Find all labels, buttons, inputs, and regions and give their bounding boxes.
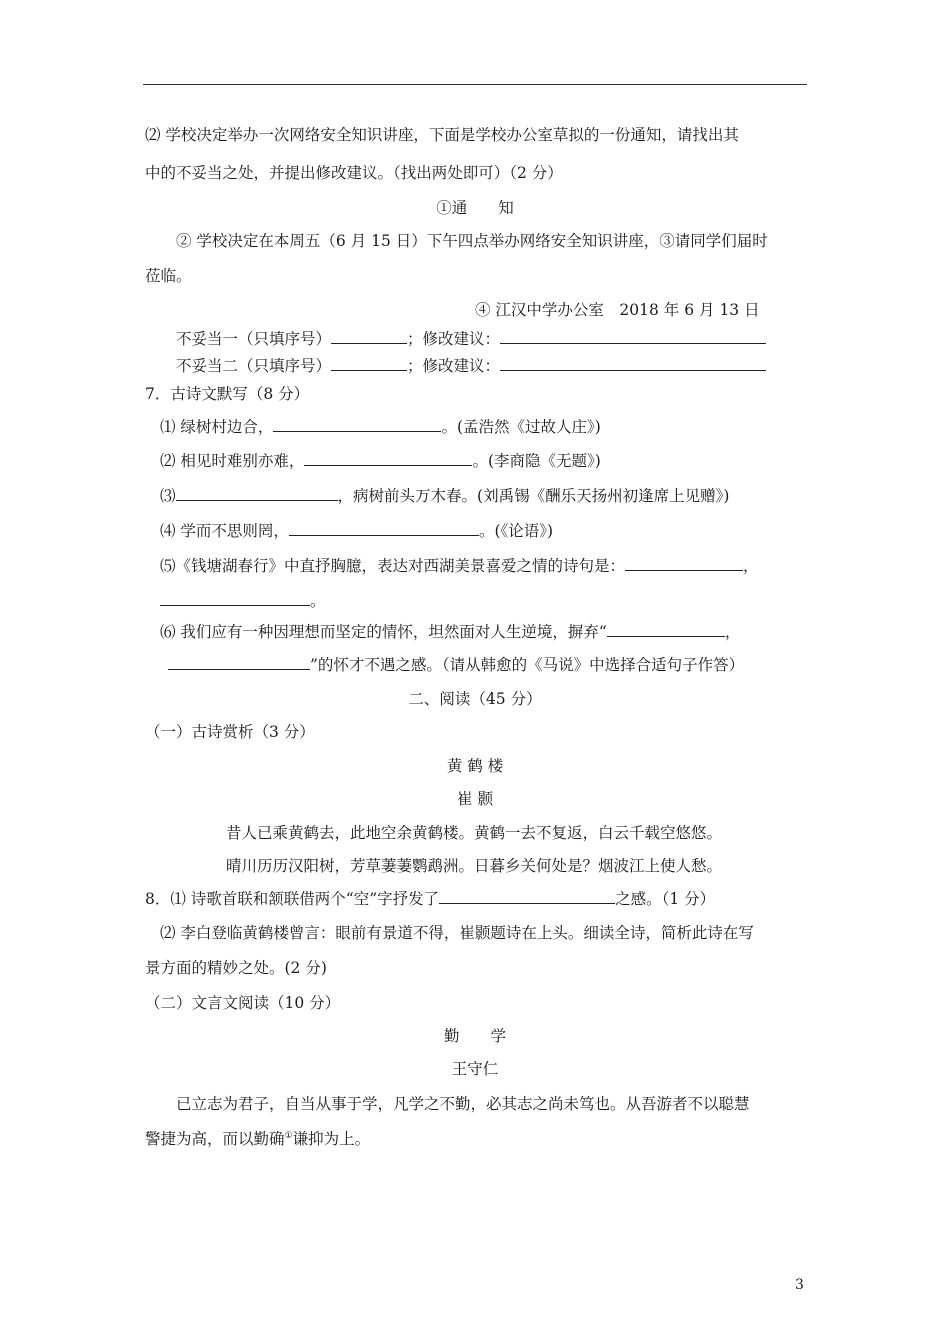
essay-line-2-suffix: 谦抑为上。 — [292, 1130, 371, 1148]
q7-item-3 — [160, 485, 729, 507]
essay-author: 王守仁 — [451, 1060, 499, 1078]
q7-4-blank[interactable] — [289, 521, 479, 536]
q7-5-prefix: ⑸《钱塘湖春行》中直抒胸臆，表达对西湖美景喜爱之情的诗句是： — [160, 557, 626, 575]
q6-2-text-line2: 中的不妥当之处，并提出修改建议。（找出两处即可）（2 分） — [145, 164, 563, 182]
essay-line-2-prefix: 警捷为高，而以勤确 — [145, 1130, 285, 1148]
q7-6-prefix: ⑹ 我们应有一种因理想而坚定的情怀，坦然面对人生逆境，摒弃“ — [160, 623, 607, 641]
q7-item-2 — [160, 450, 601, 472]
poem-line-2: 晴川历历汉阳树，芳草萋萋鹦鹉洲。日暮乡关何处是？烟波江上使人愁。 — [226, 857, 723, 875]
poem-title: 黄 鹤 楼 — [446, 757, 504, 775]
poem-author: 崔 颢 — [457, 790, 493, 808]
q8-1-blank[interactable] — [439, 889, 615, 904]
answer2-label: 不妥当二（只填序号） — [176, 357, 332, 375]
q7-6-suffix: ”的怀才不遇之感。（请从韩愈的《马说》中选择合适句子作答） — [310, 656, 745, 674]
q7-1-suffix: 。(孟浩然《过故人庄》) — [441, 418, 601, 436]
q7-3-blank[interactable] — [176, 486, 338, 501]
q8-1-suffix: 之感。（1 分） — [615, 890, 716, 908]
q8-2-line2: 景方面的精妙之处。(2 分) — [145, 959, 327, 977]
essay-line-1: 已立志为君子，自当从事于学，凡学之不勤，必其志之尚未笃也。从吾游者不以聪慧 — [176, 1095, 750, 1113]
q7-3-suffix: ，病树前头万木春。(刘禹锡《酬乐天扬州初逢席上见赠》) — [337, 487, 730, 505]
poem-line-1: 昔人已乘黄鹤去，此地空余黄鹤楼。黄鹤一去不复返，白云千载空悠悠。 — [226, 824, 723, 842]
q7-1-blank[interactable] — [273, 417, 441, 432]
essay-line-2 — [145, 1128, 370, 1150]
page-number: 3 — [795, 1277, 804, 1293]
answer-row-2 — [176, 355, 766, 377]
q7-item-4 — [160, 520, 553, 542]
answer-row-1 — [176, 328, 766, 350]
q8-1 — [145, 888, 715, 910]
q7-2-blank[interactable] — [304, 451, 472, 466]
header-rule — [143, 84, 807, 85]
q7-6-blank-a[interactable] — [607, 622, 725, 637]
notice-body-line2: 莅临。 — [145, 267, 192, 285]
q7-6-blank-b[interactable] — [168, 655, 310, 670]
q7-5-blank-a[interactable] — [625, 556, 743, 571]
essay-title: 勤 学 — [443, 1027, 506, 1045]
q7-5-comma: ， — [743, 557, 759, 575]
suggest1-blank[interactable] — [500, 329, 766, 344]
q8-1-prefix: 8．⑴ 诗歌首联和颔联借两个“空”字抒发了 — [145, 890, 440, 908]
section2-title: 二、阅读（45 分） — [408, 690, 542, 708]
part1-heading: （一）古诗赏析（3 分） — [145, 723, 315, 741]
notice-signature: ④ 江汉中学办公室 2018 年 6 月 13 日 — [475, 301, 760, 319]
q7-4-prefix: ⑷ 学而不思则罔， — [160, 522, 289, 540]
answer2-number-blank[interactable] — [331, 356, 407, 371]
q7-item-5-cont — [160, 590, 326, 612]
notice-title: ①通 知 — [436, 199, 514, 217]
q7-item-1 — [160, 416, 601, 438]
q7-4-suffix: 。(《论语》) — [478, 522, 554, 540]
q7-item-6-cont — [168, 654, 744, 676]
q7-6-comma: ， — [724, 623, 741, 641]
answer1-label: 不妥当一（只填序号） — [176, 330, 332, 348]
q8-2-line1: ⑵ 李白登临黄鹤楼曾言：眼前有景道不得，崔颢题诗在上头。细读全诗，简析此诗在写 — [160, 924, 754, 942]
q7-5-blank-b[interactable] — [160, 591, 310, 606]
q7-3-prefix: ⑶ — [160, 487, 176, 505]
q6-2-text-line1: ⑵ 学校决定举办一次网络安全知识讲座，下面是学校办公室草拟的一份通知，请找出其 — [145, 126, 739, 144]
q7-item-6 — [160, 621, 740, 643]
q7-header: 7．古诗文默写（8 分） — [145, 385, 310, 403]
q7-5-end: 。 — [310, 592, 326, 610]
q7-2-prefix: ⑵ 相见时难别亦难， — [160, 452, 305, 470]
notice-body-line1: ② 学校决定在本周五（6 月 15 日）下午四点举办网络安全知识讲座，③请同学们届时 — [176, 232, 768, 250]
suggest2-label: ；修改建议： — [407, 357, 501, 375]
q7-item-5 — [160, 555, 759, 577]
part2-heading: （二）文言文阅读（10 分） — [145, 994, 341, 1012]
q7-2-suffix: 。(李商隐《无题》) — [472, 452, 601, 470]
q7-1-prefix: ⑴ 绿树村边合， — [160, 418, 274, 436]
answer1-number-blank[interactable] — [331, 329, 407, 344]
suggest2-blank[interactable] — [500, 356, 766, 371]
footnote-marker: ① — [284, 1130, 293, 1141]
suggest1-label: ；修改建议： — [407, 330, 501, 348]
